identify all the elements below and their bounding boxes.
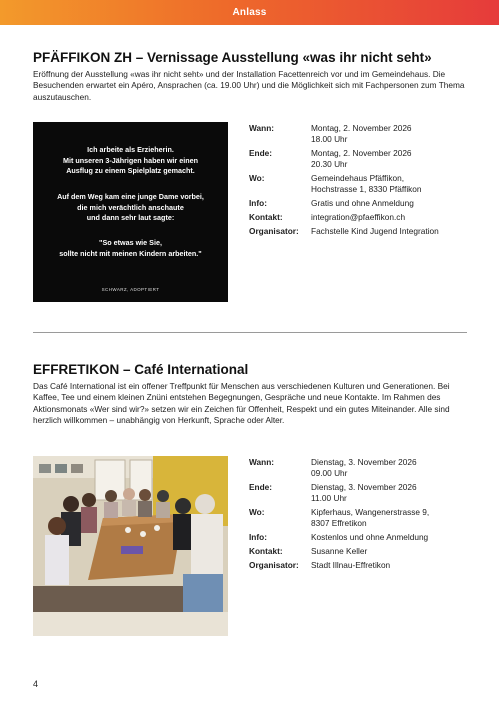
quote-line: Ausflug zu einem Spielplatz gemacht.	[66, 166, 195, 175]
detail-label: Wann:	[249, 457, 275, 467]
quote-line: Ich arbeite als Erzieherin.	[87, 145, 174, 154]
event-title: PFÄFFIKON ZH – Vernissage Ausstellung «was ihr nicht seht»	[33, 50, 432, 65]
detail-label: Ende:	[249, 481, 273, 492]
detail-label: Kontakt:	[249, 546, 283, 557]
detail-label: Wann:	[249, 123, 275, 133]
detail-label: Organisator:	[249, 560, 299, 571]
detail-value: Susanne Keller	[311, 546, 368, 557]
event-description: Eröffnung der Ausstellung «was ihr nicht seht» und der Installation Facettenreich vor und im Gemeindehaus. Die Besuchenden erwartet ein Apéro, Ansprachen (ca. 19.00 Uhr) und die Möglichkeit sich mit Fachpersonen zum Thema auszutauschen.	[33, 69, 465, 102]
detail-value: Kostenlos und ohne Anmeldung	[311, 531, 429, 542]
event-details	[249, 457, 471, 575]
event-details	[249, 123, 471, 241]
quote-line: sollte nicht mit meinen Kindern arbeiten."	[59, 248, 202, 258]
quote-poster-image	[33, 122, 228, 302]
contact-email-link[interactable]: integration@pfaeffikon.ch	[311, 212, 406, 223]
detail-value: Gemeindehaus Pfäffikon,	[311, 172, 405, 183]
cafe-group-photo	[33, 456, 228, 636]
detail-row-wo	[249, 173, 471, 195]
detail-row-ende	[249, 482, 471, 504]
detail-label: Wo:	[249, 506, 265, 517]
detail-label: Kontakt:	[249, 212, 283, 223]
quote-line: die mich verächtlich anschaute	[77, 202, 184, 212]
quote-line: "So etwas wie Sie,	[99, 238, 162, 247]
detail-label: Info:	[249, 531, 267, 542]
detail-value: Stadt Illnau-Effretikon	[311, 560, 391, 571]
detail-row-kontakt	[249, 546, 471, 557]
detail-value: Montag, 2. November 2026	[311, 123, 412, 133]
detail-row-info	[249, 532, 471, 543]
quote-line: Mit unseren 3-Jährigen haben wir einen	[63, 155, 198, 165]
detail-row-wann	[249, 123, 471, 145]
section-header-band	[0, 0, 499, 25]
detail-row-organisator	[249, 560, 471, 571]
detail-value: Montag, 2. November 2026	[311, 147, 412, 158]
detail-value: 11.00 Uhr	[311, 492, 347, 503]
section-title: Anlass	[232, 7, 267, 18]
detail-value: 8307 Effretikon	[311, 517, 367, 528]
section-divider	[33, 332, 467, 333]
detail-label: Organisator:	[249, 226, 299, 237]
event-effretikon	[33, 362, 467, 427]
detail-value: 18.00 Uhr	[311, 133, 348, 144]
detail-label: Wo:	[249, 172, 265, 183]
detail-row-wann	[249, 457, 471, 479]
detail-value: 09.00 Uhr	[311, 467, 348, 478]
detail-label: Ende:	[249, 147, 273, 158]
detail-value: Dienstag, 3. November 2026	[311, 457, 417, 467]
page-number: 4	[33, 679, 39, 689]
event-title: EFFRETIKON – Café International	[33, 362, 249, 377]
detail-value: Hochstrasse 1, 8330 Pfäffikon	[311, 183, 422, 194]
detail-value: 20.30 Uhr	[311, 158, 348, 169]
event-description: Das Café International ist ein offener Treffpunkt für Menschen aus verschiedenen Kulturen und Generationen. Bei Kaffee, Tee und einem kleinen Znüni entstehen Begegnungen, Gespräche und neue Kontakte. Im Rahmen des Aktionsmonats «Wer sind wir?» setzen wir ein Zeichen für Offenheit, Respekt und ein gutes Miteinander. Alle sind herzlich willkommen – unabhängig von Herkunft, Sprache oder Alter.	[33, 381, 450, 426]
detail-row-info	[249, 198, 471, 209]
event-pfaeffikon	[33, 50, 467, 103]
detail-row-wo	[249, 507, 471, 529]
detail-row-ende	[249, 148, 471, 170]
detail-value: Kipferhaus, Wangenerstrasse 9,	[311, 506, 430, 517]
quote-line: und dann sehr laut sagte:	[86, 213, 175, 222]
detail-value: Gratis und ohne Anmeldung	[311, 197, 414, 208]
detail-row-kontakt	[249, 212, 471, 223]
detail-value: Fachstelle Kind Jugend Integration	[311, 226, 439, 237]
detail-row-organisator	[249, 226, 471, 237]
quote-line: Auf dem Weg kam eine junge Dame vorbei,	[57, 192, 204, 201]
detail-label: Info:	[249, 197, 267, 208]
detail-value: Dienstag, 3. November 2026	[311, 481, 417, 492]
quote-credit: SCHWARZ, ADOPTIERT	[101, 287, 160, 292]
